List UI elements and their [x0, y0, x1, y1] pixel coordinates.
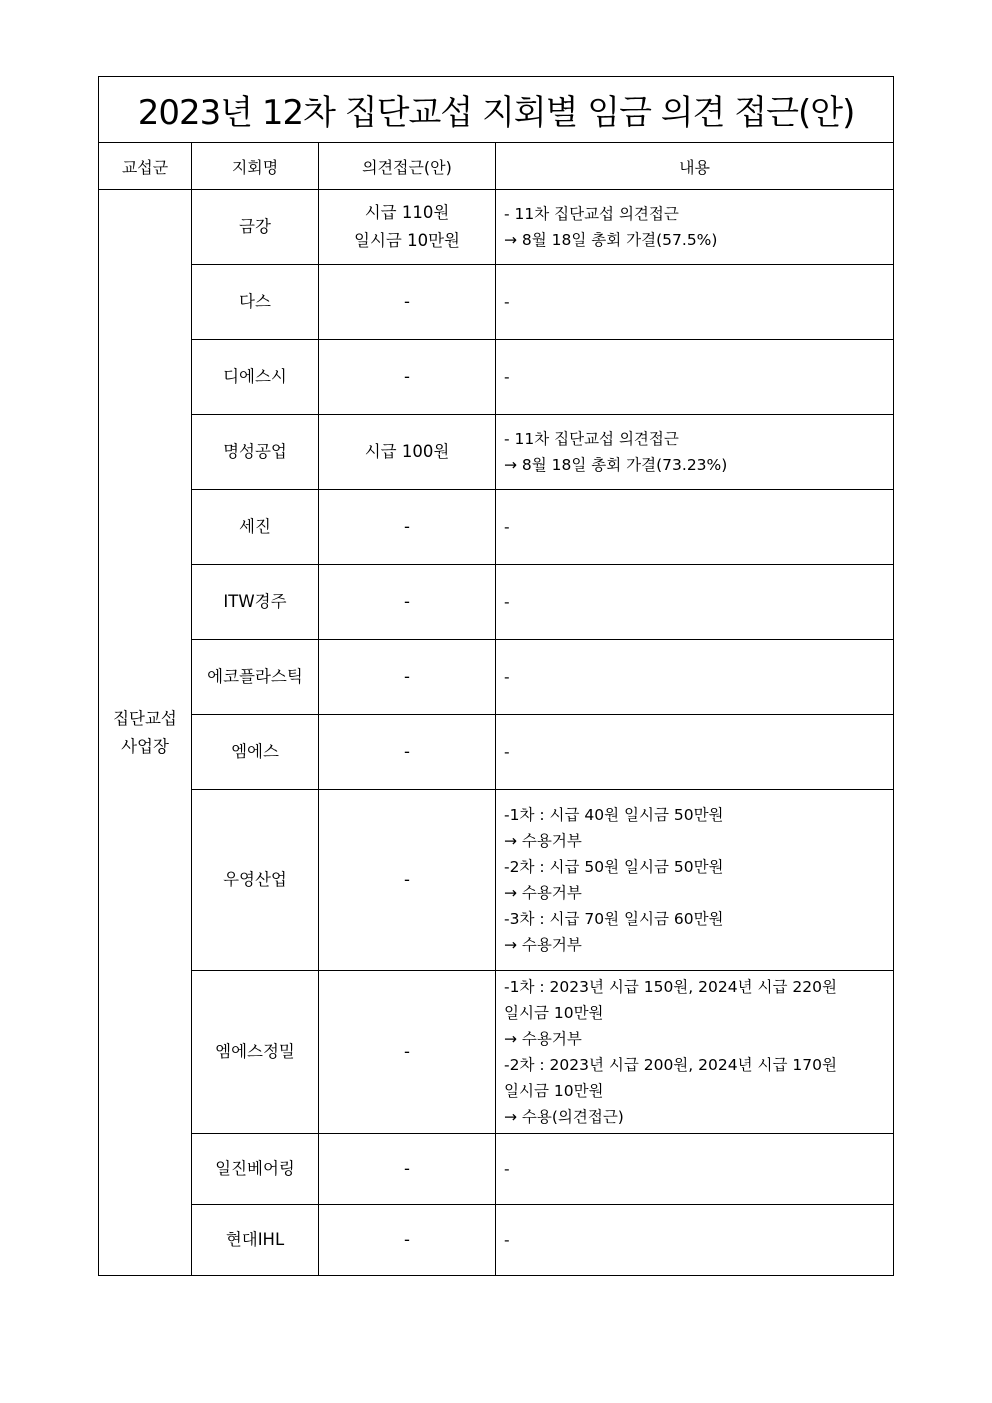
table-row: [99, 490, 894, 565]
header-tentative-agreement: 의견접근(안): [319, 143, 496, 190]
content-cell: [496, 971, 894, 1134]
branch-name-cell: 금강: [192, 190, 319, 265]
content-cell: -: [496, 640, 894, 715]
content-line: 일시금 10만원: [504, 1082, 604, 1100]
content-line: -1차 : 2023년 시급 150원, 2024년 시급 220원: [504, 978, 837, 996]
content-cell: [496, 790, 894, 971]
content-line: - 11차 집단교섭 의견접근: [504, 430, 679, 448]
title-row: [99, 77, 894, 143]
content-line: → 수용거부: [504, 1030, 582, 1048]
header-bargaining-group: 교섭군: [99, 143, 192, 190]
wage-agreement-table: [98, 76, 894, 1276]
table-row: [99, 1205, 894, 1276]
content-line: -2차 : 2023년 시급 200원, 2024년 시급 170원: [504, 1056, 837, 1074]
branch-name-cell: 현대IHL: [192, 1205, 319, 1276]
opinion-cell: -: [319, 340, 496, 415]
opinion-cell: -: [319, 715, 496, 790]
opinion-cell: -: [319, 490, 496, 565]
table-row: [99, 971, 894, 1134]
content-line: → 수용거부: [504, 884, 582, 902]
content-line: → 수용(의견접근): [504, 1108, 624, 1126]
opinion-cell: -: [319, 790, 496, 971]
opinion-cell: [319, 190, 496, 265]
content-cell: -: [496, 715, 894, 790]
group-line: 집단교섭: [113, 708, 177, 728]
branch-name-cell: 에코플라스틱: [192, 640, 319, 715]
branch-name-cell: 세진: [192, 490, 319, 565]
branch-name-cell: ITW경주: [192, 565, 319, 640]
content-cell: -: [496, 340, 894, 415]
content-line: → 수용거부: [504, 936, 582, 954]
table-row: [99, 715, 894, 790]
table-row: [99, 790, 894, 971]
opinion-cell: 시급 100원: [319, 415, 496, 490]
table-row: [99, 1134, 894, 1205]
content-line: -2차 : 시급 50원 일시금 50만원: [504, 858, 724, 876]
header-row: [99, 143, 894, 190]
content-cell: -: [496, 265, 894, 340]
branch-name-cell: 다스: [192, 265, 319, 340]
branch-name-cell: 디에스시: [192, 340, 319, 415]
content-cell: [496, 415, 894, 490]
document-title: 2023년 12차 집단교섭 지회별 임금 의견 접근(안): [99, 77, 894, 143]
opinion-line: 시급 110원: [364, 203, 450, 222]
content-line: -3차 : 시급 70원 일시금 60만원: [504, 910, 724, 928]
table-row: [99, 265, 894, 340]
content-cell: -: [496, 1134, 894, 1205]
branch-name-cell: 엠에스정밀: [192, 971, 319, 1134]
bargaining-group-cell: [99, 190, 192, 1276]
opinion-cell: -: [319, 1205, 496, 1276]
content-line: 일시금 10만원: [504, 1004, 604, 1022]
content-cell: [496, 190, 894, 265]
group-line: 사업장: [121, 736, 169, 756]
table-row: [99, 415, 894, 490]
table-row: [99, 640, 894, 715]
table-row: [99, 190, 894, 265]
opinion-line: 일시금 10만원: [354, 231, 460, 250]
content-cell: -: [496, 490, 894, 565]
opinion-cell: -: [319, 640, 496, 715]
content-cell: -: [496, 565, 894, 640]
table-row: [99, 565, 894, 640]
opinion-cell: -: [319, 971, 496, 1134]
opinion-cell: -: [319, 265, 496, 340]
header-branch-name: 지회명: [192, 143, 319, 190]
table-row: [99, 340, 894, 415]
branch-name-cell: 우영산업: [192, 790, 319, 971]
content-line: → 수용거부: [504, 832, 582, 850]
opinion-cell: -: [319, 1134, 496, 1205]
branch-name-cell: 엠에스: [192, 715, 319, 790]
opinion-cell: -: [319, 565, 496, 640]
content-line: -1차 : 시급 40원 일시금 50만원: [504, 806, 724, 824]
content-cell: -: [496, 1205, 894, 1276]
branch-name-cell: 명성공업: [192, 415, 319, 490]
content-line: → 8월 18일 총회 가결(73.23%): [504, 456, 728, 474]
branch-name-cell: 일진베어링: [192, 1134, 319, 1205]
header-content: 내용: [496, 143, 894, 190]
content-line: → 8월 18일 총회 가결(57.5%): [504, 231, 718, 249]
content-line: - 11차 집단교섭 의견접근: [504, 205, 679, 223]
